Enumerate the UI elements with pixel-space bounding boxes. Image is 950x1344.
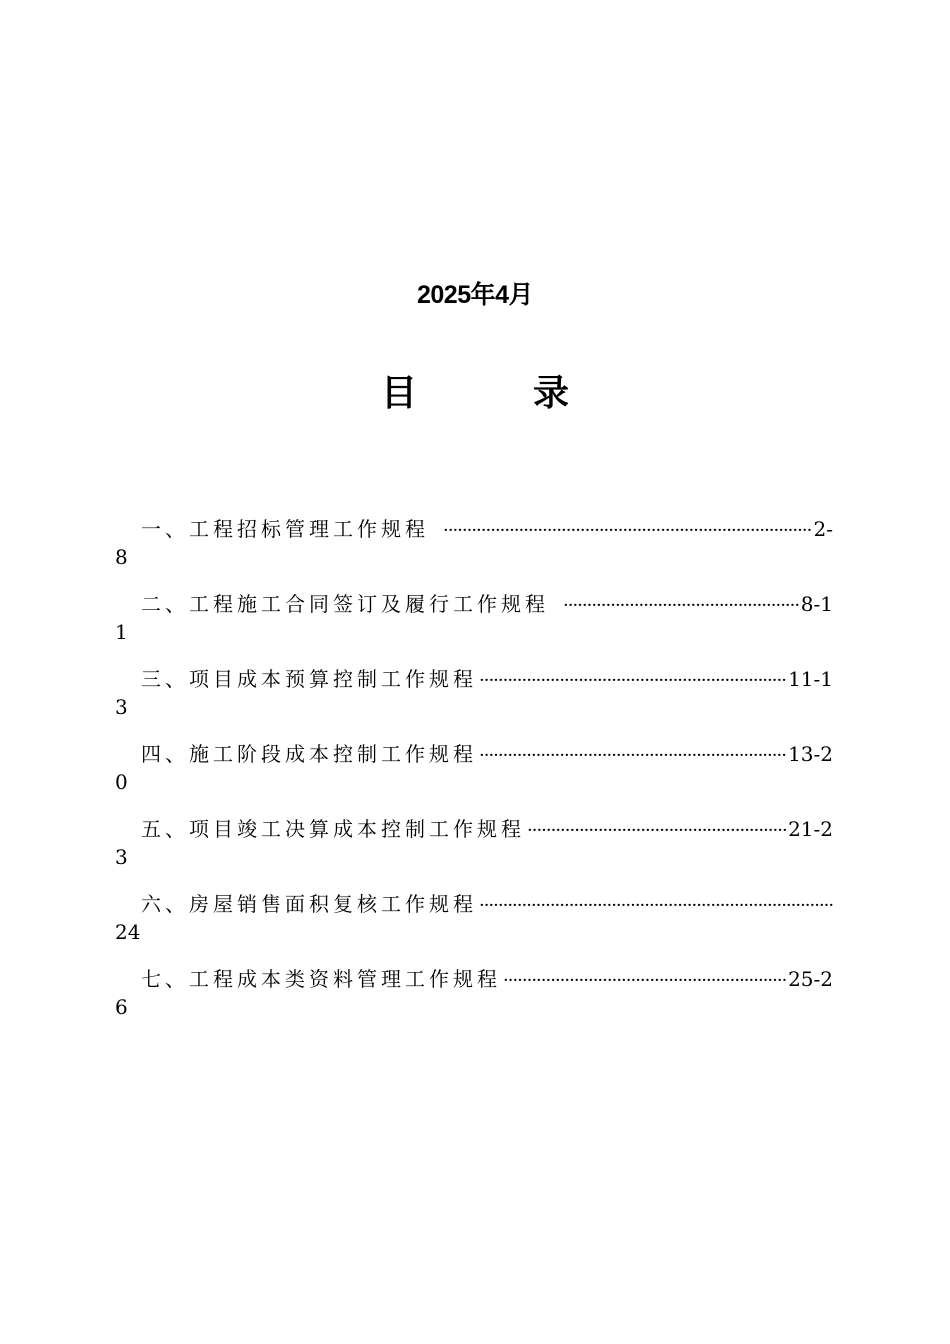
toc-entry-label: 一、工程招标管理工作规程	[141, 517, 429, 541]
toc-title	[0, 370, 950, 418]
toc-entry-pages: 11-1	[788, 667, 833, 691]
toc-entry-pages-continued: 0	[115, 770, 128, 794]
toc-title-char-1: 目	[381, 373, 418, 414]
toc-dot-leader	[479, 740, 786, 772]
toc-dot-leader	[443, 515, 812, 547]
toc-entry-6[interactable]	[115, 888, 835, 963]
toc-entry-5[interactable]	[115, 813, 835, 888]
toc-entry-label: 二、工程施工合同签订及履行工作规程	[141, 592, 549, 616]
toc-entry-pages: 25-2	[788, 967, 833, 991]
toc-entry-4[interactable]	[115, 738, 835, 813]
toc-entry-label: 七、工程成本类资料管理工作规程	[141, 967, 501, 991]
toc-dot-leader	[563, 590, 799, 622]
toc-entry-pages: 2-	[813, 517, 833, 541]
toc-entry-pages-continued: 1	[115, 620, 128, 644]
toc-entry-pages-continued: 8	[115, 545, 128, 569]
toc-entry-3[interactable]	[115, 663, 835, 738]
toc-dot-leader	[503, 965, 786, 997]
toc-entry-2[interactable]	[115, 588, 835, 663]
toc-title-char-2: 录	[533, 373, 570, 414]
toc-entry-label: 六、房屋销售面积复核工作规程	[141, 892, 477, 916]
toc-dot-leader	[479, 665, 786, 697]
toc-entry-7[interactable]	[115, 963, 835, 1038]
toc-entry-pages: 13-2	[788, 742, 833, 766]
toc-entry-pages-continued: 3	[115, 695, 128, 719]
document-date: 2025年4月	[416, 281, 534, 309]
toc-dot-leader	[479, 890, 833, 922]
toc-entry-1[interactable]	[115, 513, 835, 588]
toc-entry-pages-continued: 24	[115, 920, 141, 944]
toc-entry-label: 五、项目竣工决算成本控制工作规程	[141, 817, 525, 841]
toc-entry-label: 四、施工阶段成本控制工作规程	[141, 742, 477, 766]
toc-entry-pages: 8-1	[800, 592, 833, 616]
toc-dot-leader	[527, 815, 786, 847]
toc-entry-pages: 21-2	[788, 817, 833, 841]
toc-list	[115, 513, 835, 1038]
toc-entry-pages-continued: 3	[115, 845, 128, 869]
toc-entry-pages-continued: 6	[115, 995, 128, 1019]
toc-entry-label: 三、项目成本预算控制工作规程	[141, 667, 477, 691]
